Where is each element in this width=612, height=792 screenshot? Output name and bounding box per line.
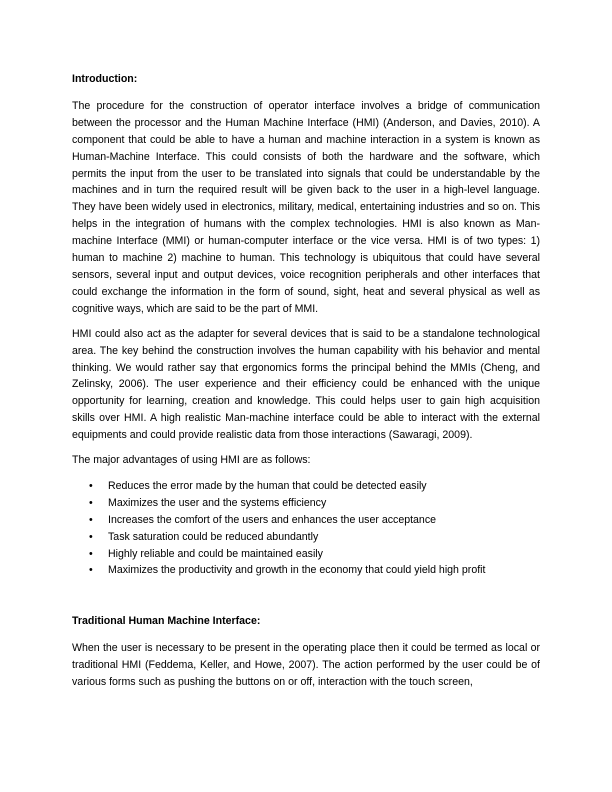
list-item-text: Maximizes the productivity and growth in the economy that could yield high profit	[108, 564, 486, 577]
spacer	[72, 444, 540, 452]
spacer	[72, 469, 540, 478]
bullet-icon: •	[89, 496, 93, 509]
list-item-text: Maximizes the user and the systems efficiency	[108, 496, 327, 509]
bullet-icon: •	[89, 513, 93, 526]
advantages-intro: The major advantages of using HMI are as follows:	[72, 454, 311, 467]
list-item-text: Task saturation could be reduced abundantly	[108, 530, 319, 543]
list-item	[72, 512, 540, 529]
introduction-paragraph-1: The procedure for the construction of operator interface involves a bridge of communication between the processor and the Human Machine Interface (HMI) (Anderson, and Davies, 2010). A component that could be able to have a human and machine interaction in a system is known as Human-Machine Interface. This could consists of both the hardware and the software, which permits the input from the user to be translated into signals that could be understandable by the machines and in turn the required result will be given back to the user in a high-level language. They have been widely used in electronics, military, medical, entertaining industries and so on. This helps in the integration of humans with the complex technologies. HMI is also known as Man-machine Interface (MMI) or human-computer interface or the vice versa. HMI is of two types: 1) human to machine 2) machine to human. This technology is ubiquitous that could have several sensors, several input and output devices, voice recognition peripherals and other interfaces that could exchange the information in the form of sound, sight, heat and several physical as well as cognitive ways, which are said to be the part of MMI.	[72, 99, 540, 315]
list-item-text: Reduces the error made by the human that could be detected easily	[108, 479, 427, 492]
bullet-icon: •	[89, 564, 93, 577]
list-item	[72, 478, 540, 495]
advantages-list	[72, 478, 540, 579]
list-item	[72, 529, 540, 546]
bullet-icon: •	[89, 530, 93, 543]
bullet-icon: •	[89, 547, 93, 560]
traditional-hmi-heading: Traditional Human Machine Interface:	[72, 615, 261, 628]
spacer	[72, 88, 540, 98]
list-item-text: Highly reliable and could be maintained easily	[108, 547, 323, 560]
document-body	[72, 71, 540, 691]
introduction-paragraph-2: HMI could also act as the adapter for several devices that is said to be a standalone technological area. The key behind the construction involves the human capability with his behavior and mental thinking. We would rather say that ergonomics forms the principal behind the MMIs (Cheng, and Zelinsky, 2006). The user experience and their efficiency could be enhanced with the unique opportunity for learning, creation and knowledge. This could helps user to gain high acquisition skills over HMI. A high realistic Man-machine interface could be able to interact with the external equipments and could provide realistic data from those interactions (Sawaragi, 2009).	[72, 327, 540, 442]
bullet-icon: •	[89, 479, 93, 492]
list-item	[72, 546, 540, 563]
introduction-heading: Introduction:	[72, 73, 138, 85]
spacer	[72, 630, 540, 640]
spacer	[72, 579, 540, 613]
list-item	[72, 562, 540, 579]
traditional-hmi-paragraph-1: When the user is necessary to be present in the operating place then it could be termed as local or traditional HMI (Feddema, Keller, and Howe, 2007). The action performed by the user could be of various forms such as pushing the buttons on or off, interaction with the touch screen,	[72, 642, 540, 689]
list-item	[72, 495, 540, 512]
list-item-text: Increases the comfort of the users and enhances the user acceptance	[108, 513, 437, 526]
spacer	[72, 318, 540, 326]
